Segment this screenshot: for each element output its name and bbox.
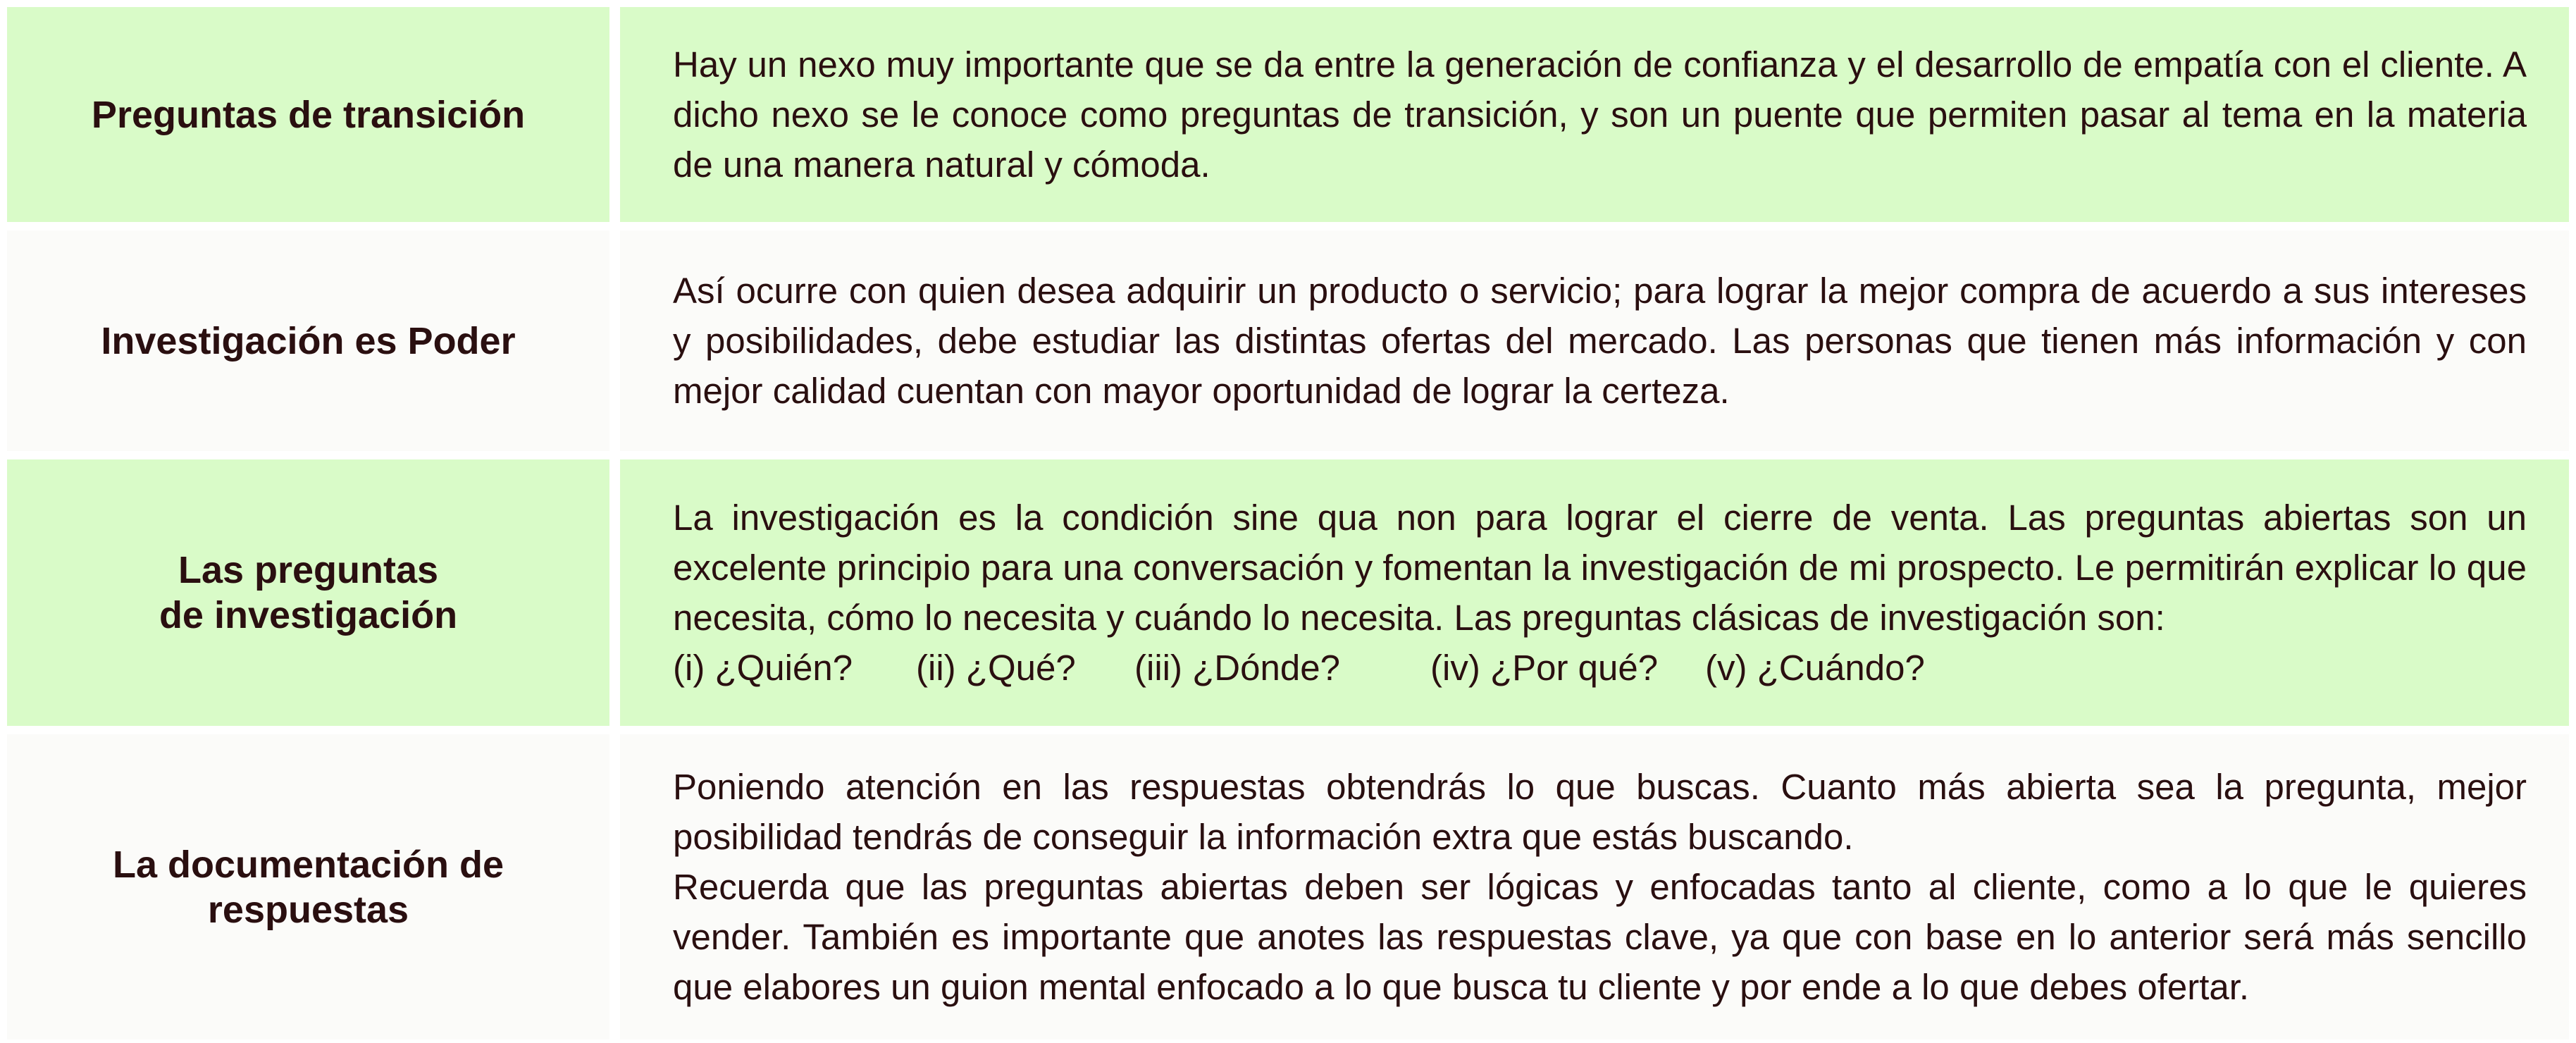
row-paragraph: Así ocurre con quien desea adquirir un producto o servicio; para lograr la mejor compra de acuerdo a sus intereses y posibilidades, debe estudiar las distintas ofertas del mercado. Las personas que tienen más información y con mejor calidad cuentan con mayor oportunidad de lograr la certeza. [673, 271, 2527, 411]
table-row-preguntas-de-transicion [7, 7, 2569, 222]
question-item: (v) ¿Cuándo? [1705, 648, 1925, 688]
row-heading: Preguntas de transición [91, 93, 526, 136]
row-heading-cell [7, 230, 609, 451]
table-row-documentacion-de-respuestas [7, 734, 2569, 1039]
question-item: (iv) ¿Por qué? [1430, 648, 1659, 688]
row-heading: Investigación es Poder [101, 319, 516, 362]
row-paragraph: La investigación es la condición sine qua non para lograr el cierre de venta. Las preguntas abiertas son un excelente principio para una conversación y fomentan la investigación de mi prospecto. Le permitirán explicar lo que necesita, cómo lo necesita y cuándo lo necesita. Las preguntas clásicas de investigación son: [673, 498, 2527, 638]
question-list [673, 643, 2527, 693]
row-body-cell [620, 7, 2569, 222]
row-paragraph: Recuerda que las preguntas abiertas deben ser lógicas y enfocadas tanto al cliente, como a lo que le quieres vender. También es importante que anotes las respuestas clave, ya que con base en lo anterior será más sencillo que elabores un guion mental enfocado a lo que busca tu cliente y por ende a lo que debes ofertar. [673, 867, 2527, 1007]
row-heading: La documentación de respuestas [112, 843, 504, 931]
question-item: (iii) ¿Dónde? [1134, 648, 1340, 688]
row-body-cell [620, 734, 2569, 1039]
table-row-preguntas-de-investigacion [7, 459, 2569, 726]
row-heading-cell [7, 7, 609, 222]
row-paragraph: Hay un nexo muy importante que se da entre la generación de confianza y el desarrollo de empatía con el cliente. A dicho nexo se le conoce como preguntas de transición, y son un puente que permiten pasar al tema en la materia de una manera natural y cómoda. [673, 44, 2527, 185]
row-body-cell [620, 459, 2569, 726]
question-item: (i) ¿Quién? [673, 648, 853, 688]
question-item: (ii) ¿Qué? [916, 648, 1076, 688]
table-row-investigacion-es-poder [7, 230, 2569, 451]
row-heading: Las preguntas de investigación [159, 549, 458, 636]
content-table [7, 7, 2569, 1039]
row-paragraph: Poniendo atención en las respuestas obtendrás lo que buscas. Cuanto más abierta sea la pregunta, mejor posibilidad tendrás de conseguir la información extra que estás buscando. [673, 767, 2527, 857]
row-body-cell [620, 230, 2569, 451]
row-heading-cell [7, 459, 609, 726]
row-heading-cell [7, 734, 609, 1039]
